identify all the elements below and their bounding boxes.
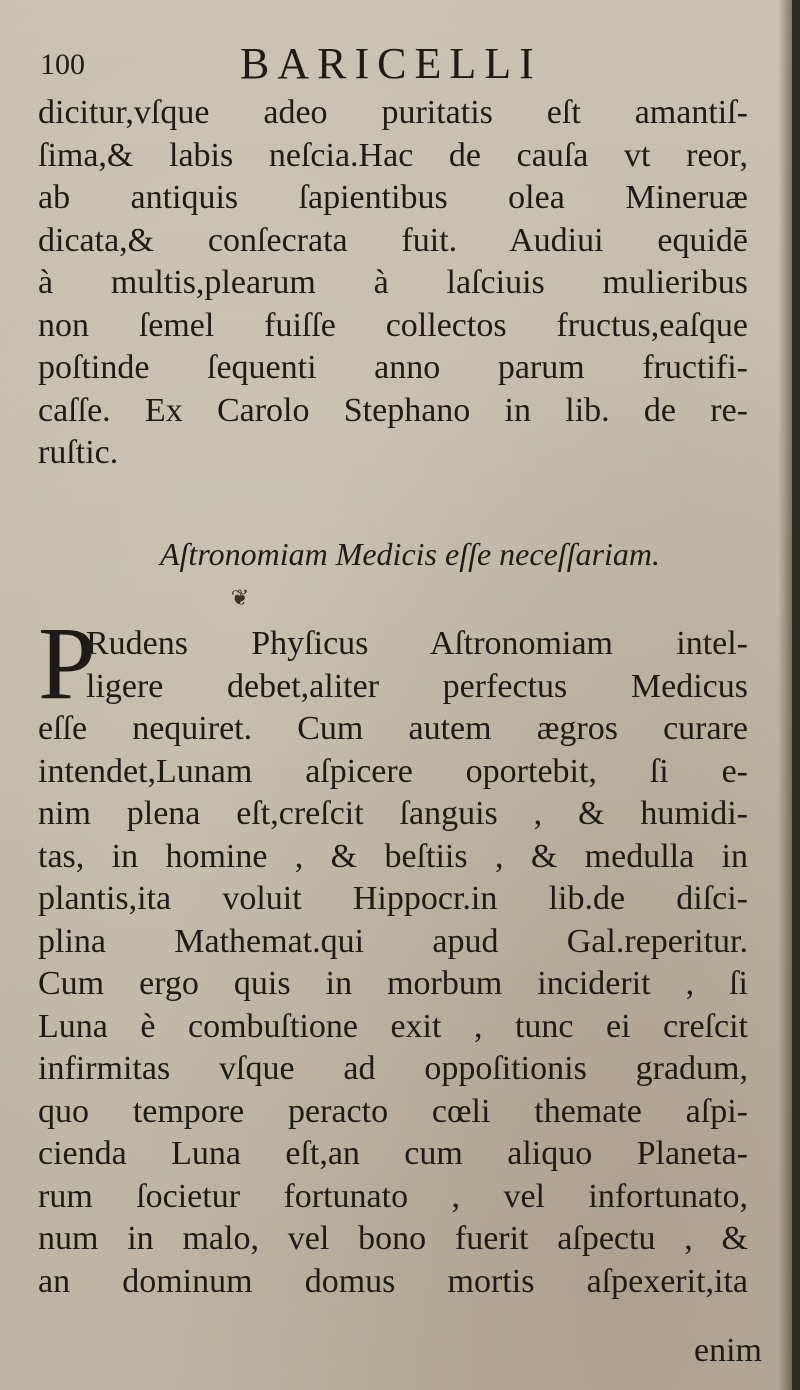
text-line: nim plena eſt,creſcit ſanguis , & humidi-: [38, 795, 748, 832]
text-line: rum ſocietur fortunato , vel infortunato,: [38, 1177, 748, 1215]
text-line: dicitur,vſque adeo puritatis eſt amantiſ-: [38, 94, 748, 131]
text-line: ab antiquis ſapientibus olea Mineruæ: [38, 179, 748, 216]
section-2-text: [38, 623, 748, 1303]
text-line: eſſe nequiret. Cum autem ægros curare: [38, 710, 748, 747]
text-line: infirmitas vſque ad oppoſitionis gradum,: [38, 1050, 748, 1087]
text-line: an dominum domus mortis aſpexerit,ita: [38, 1262, 748, 1300]
text-line: poſtinde ſequenti anno parum fructifi-: [38, 349, 748, 386]
text-line: intendet,Lunam aſpicere oportebit, ſi e-: [38, 752, 748, 790]
text-line: cienda Luna eſt,an cum aliquo Planeta-: [38, 1135, 748, 1172]
text-line: à multis,plearum à laſciuis mulieribus: [38, 264, 748, 301]
catchword-line: [40, 1330, 762, 1372]
text-line: tas, in homine , & beſtiis , & medulla in: [38, 837, 748, 875]
page-edge-shadow: [778, 0, 792, 1390]
catchword: enim: [694, 1332, 762, 1369]
text-line: non ſemel fuiſſe collectos fructus,eaſque: [38, 306, 748, 344]
text-line: dicata,& conſecrata fuit. Audiui equidē: [38, 221, 748, 259]
text-line: plantis,ita voluit Hippocr.in lib.de diſci-: [38, 880, 748, 917]
section-1-text: [38, 92, 748, 475]
text-line: Luna è combuſtione exit , tunc ei creſcit: [38, 1007, 748, 1045]
text-line: plina Mathemat.qui apud Gal.reperitur.: [38, 922, 748, 960]
text-line: quo tempore peracto cœli themate aſpi-: [38, 1092, 748, 1130]
running-head: [40, 38, 740, 88]
text-line: ruſtic.: [38, 434, 119, 471]
text-line: num in malo, vel bono fuerit aſpectu , &: [38, 1220, 748, 1257]
running-title: BARICELLI: [240, 39, 542, 88]
text-line: caſſe. Ex Carolo Stephano in lib. de re-: [38, 391, 748, 429]
fleuron-ornament: ❦: [230, 585, 250, 610]
text-line: ligere debet,aliter perfectus Medicus: [86, 667, 748, 705]
text-line: ſima,& labis neſcia.Hac de cauſa vt reor,: [38, 136, 748, 174]
drop-cap: P: [38, 606, 96, 721]
text-line: Rudens Phyſicus Aſtronomiam intel-: [86, 625, 748, 662]
section-heading: Aſtronomiam Medicis eſſe neceſſariam.: [159, 536, 661, 572]
text-line: Cum ergo quis in morbum inciderit , ſi: [38, 965, 748, 1002]
page-number: 100: [40, 48, 85, 81]
